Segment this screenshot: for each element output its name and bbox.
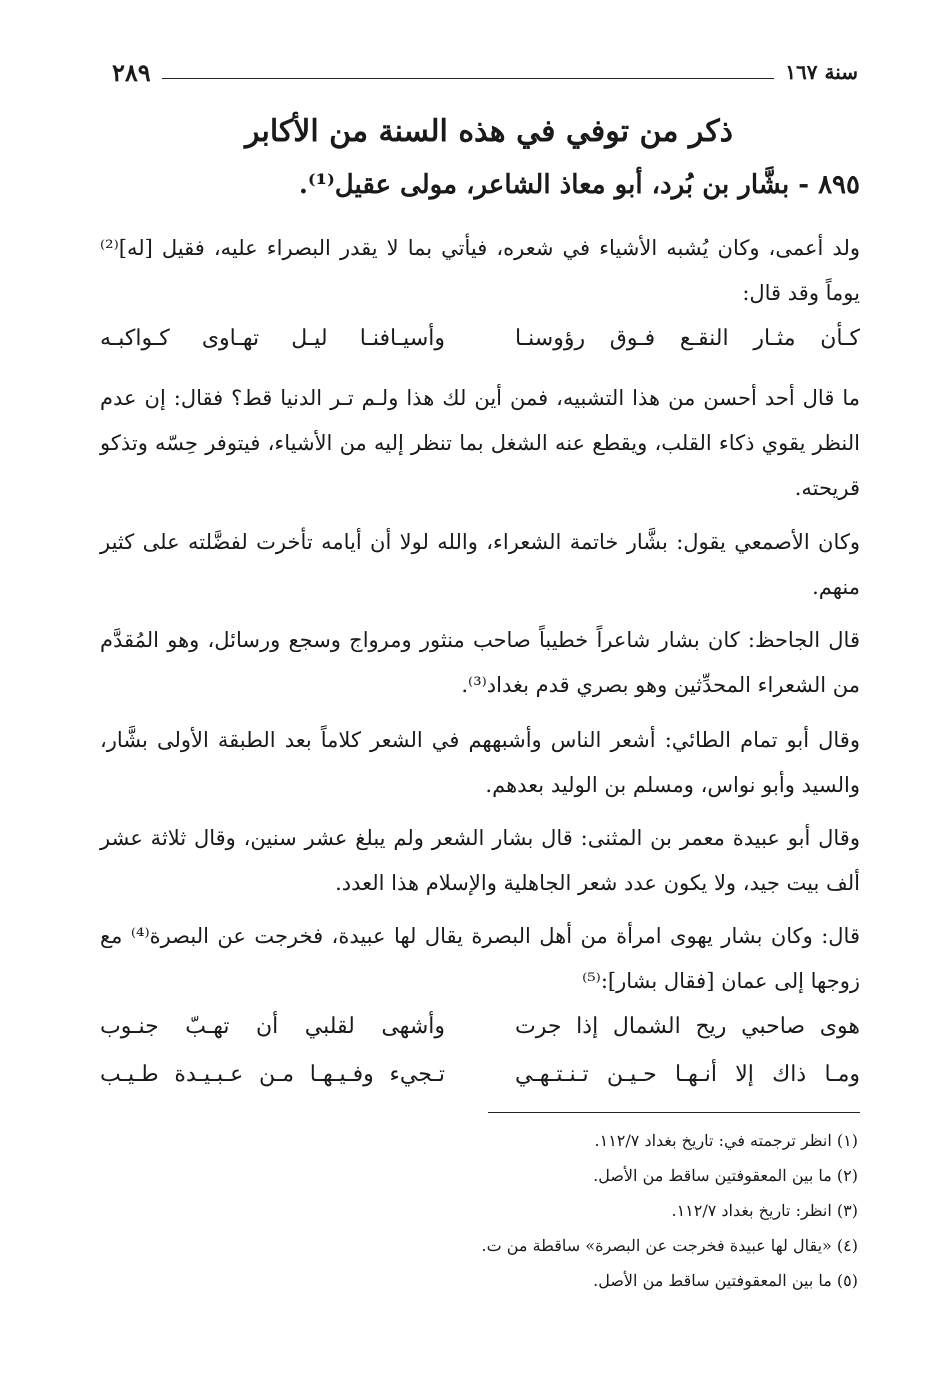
verse-2-second-hemistich: وأشهى لقلبي أن تهـبّ جنـوب <box>100 1014 445 1039</box>
verse-line-3 <box>100 1062 860 1102</box>
paragraph-7: قال: وكان بشار يهوى امرأة من أهل البصرة يقال لها عبيدة، فخرجت عن البصرة⁽⁴⁾ مع زوجها إلى عمان [فقال بشار]:⁽⁵⁾ <box>100 924 860 993</box>
entry-heading: ٨٩٥ - بشَّار بن بُرد، أبو معاذ الشاعر، مولى عقيل⁽¹⁾. <box>298 170 860 200</box>
verse-2-first-hemistich: هوى صاحبي ريح الشمال إذا جرت <box>515 1014 860 1039</box>
verse-1-second-hemistich: وأسيـافنـا ليـل تهـاوى كـواكبـه <box>100 326 445 351</box>
verse-3-second-hemistich: تـجيء وفـيـهـا مـن عـبـيـدة طـيـب <box>100 1062 445 1087</box>
paragraph-1: ولد أعمى، وكان يُشبه الأشياء في شعره، فيأتي بما لا يقدر البصراء عليه، فقيل [له]⁽²⁾ يوماً وقد قال: <box>100 236 860 305</box>
page-number: ٢٨٩ <box>112 58 151 87</box>
verse-line-2 <box>100 1014 860 1054</box>
running-title: سنة ١٦٧ <box>785 60 858 84</box>
paragraph-5: وقال أبو تمام الطائي: أشعر الناس وأشبههم في الشعر كلاماً بعد الطبقة الأولى بشَّار، والسيد وأبو نواس، ومسلم بن الوليد بعدهم. <box>100 728 860 797</box>
header-rule <box>162 78 774 79</box>
footnote-5: (٥) ما بين المعقوفتين ساقط من الأصل. <box>593 1271 858 1290</box>
verse-1-first-hemistich: كـأن مثـار النقـع فـوق رؤوسنـا <box>515 326 860 351</box>
footnote-2: (٢) ما بين المعقوفتين ساقط من الأصل. <box>593 1166 858 1185</box>
verse-3-first-hemistich: ومـا ذاك إلا أنـهـا حـيـن تـنـتـهـي <box>515 1062 860 1087</box>
paragraph-2: ما قال أحد أحسن من هذا التشبيه، فمن أين لك هذا ولـم تـر الدنيا قط؟ فقال: إن عدم النظر يقوي ذكاء القلب، ويقطع عنه الشغل بما تنظر إليه من الأشياء، فيتوفر حِسّه وتذكو قريحته. <box>100 386 860 500</box>
footnote-1: (١) انظر ترجمته في: تاريخ بغداد ١١٢/٧. <box>594 1131 858 1150</box>
paragraph-3: وكان الأصمعي يقول: بشَّار خاتمة الشعراء، والله لولا أن أيامه تأخرت لفضَّلته على كثير منهم. <box>100 530 860 599</box>
footnote-3: (٣) انظر: تاريخ بغداد ١١٢/٧. <box>671 1201 858 1220</box>
section-title: ذكر من توفي في هذه السنة من الأكابر <box>244 114 734 149</box>
footnote-rule <box>488 1112 860 1113</box>
footnote-4: (٤) «يقال لها عبيدة فخرجت عن البصرة» ساقطة من ت. <box>481 1236 858 1255</box>
verse-line-1 <box>100 326 860 366</box>
paragraph-6: وقال أبو عبيدة معمر بن المثنى: قال بشار الشعر ولم يبلغ عشر سنين، وقال ثلاثة عشر ألف بيت جيد، ولا يكون عدد شعر الجاهلية والإسلام هذا العدد. <box>100 826 860 895</box>
paragraph-4: قال الجاحظ: كان بشار شاعراً خطيباً صاحب منثور ومرواج وسجع ورسائل، وهو المُقدَّم من الشعراء المحدِّثين وهو بصري قدم بغداد⁽³⁾. <box>100 628 860 697</box>
